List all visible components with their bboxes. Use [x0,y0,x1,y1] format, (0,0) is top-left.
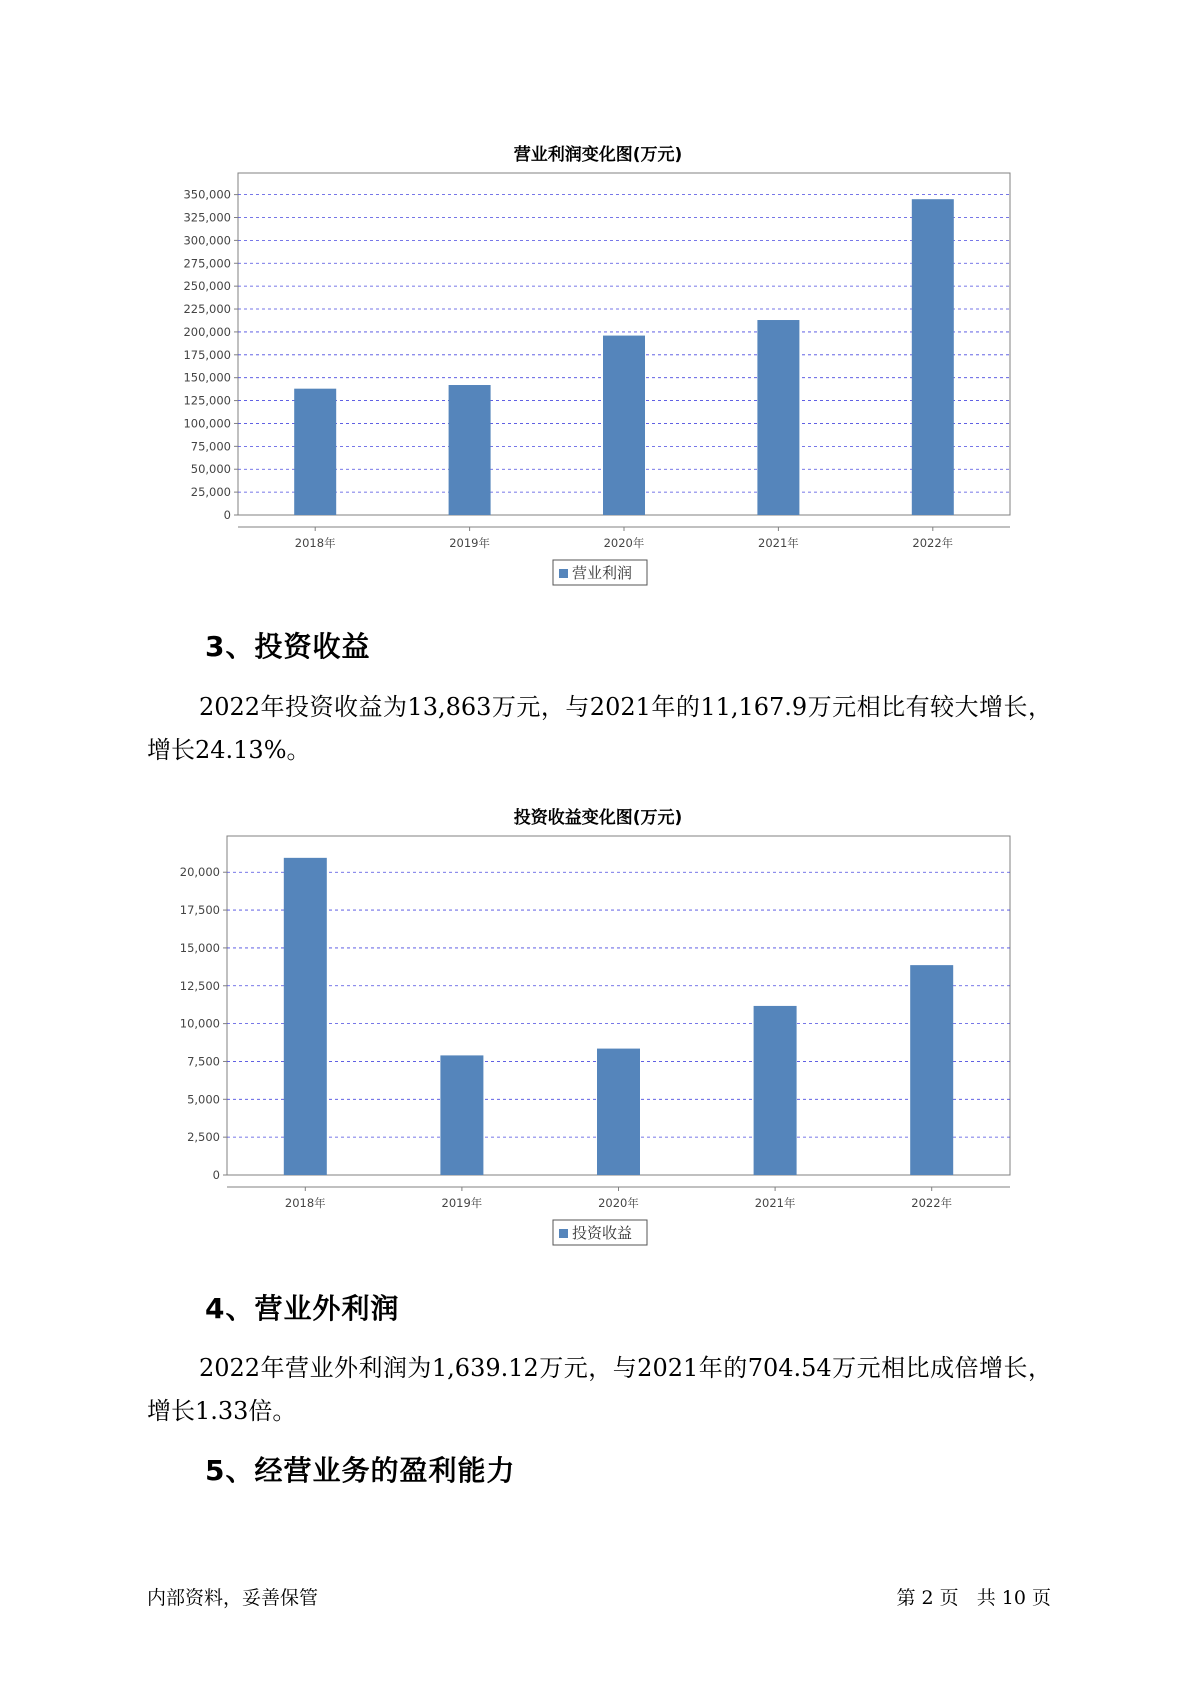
y-tick-label: 50,000 [190,462,231,477]
bar-2020年 [603,336,645,515]
y-tick-label: 20,000 [179,865,220,880]
y-tick-label: 12,500 [179,978,220,993]
legend-label: 投资收益 [572,1224,633,1242]
x-tick-label: 2019年 [441,1196,483,1210]
footer-page-number: 第 2 页 共 10 页 [896,1587,1051,1609]
y-tick-label: 10,000 [179,1016,220,1031]
y-tick-label: 325,000 [183,210,231,225]
bar-2021年 [757,320,799,515]
operating-profit-chart-svg [0,140,1191,595]
y-tick-label: 0 [223,508,231,522]
bar-2018年 [284,858,327,1175]
bar-2018年 [294,389,336,515]
y-tick-label: 2,500 [187,1130,220,1145]
chart-legend [553,1220,647,1245]
y-tick-label: 5,000 [187,1092,220,1107]
bar-2019年 [440,1055,483,1175]
y-tick-label: 100,000 [183,416,231,431]
operating-profit-chart [0,140,1191,595]
x-tick-label: 2022年 [911,1196,953,1210]
x-tick-label: 2019年 [449,536,490,550]
section-5-heading: 5、经营业务的盈利能力 [205,1454,516,1487]
y-tick-label: 150,000 [183,370,231,385]
y-tick-label: 0 [212,1168,220,1182]
bar-2021年 [754,1006,797,1175]
legend-label: 营业利润 [572,564,633,582]
y-tick-label: 250,000 [183,279,231,294]
section-3-heading: 3、投资收益 [205,630,371,663]
x-tick-label: 2021年 [754,1196,796,1210]
bar-2019年 [449,385,491,515]
chart-title: 投资收益变化图(万元) [513,808,683,828]
x-tick-label: 2020年 [598,1196,639,1210]
section-4-paragraph: 2022年营业外利润为1,639.12万元，与2021年的704.54万元相比成倍增长，增长1.33倍。 [147,1354,1052,1425]
x-tick-label: 2022年 [912,536,954,550]
y-tick-label: 275,000 [183,256,231,271]
legend-swatch [559,569,568,578]
legend-swatch [559,1229,568,1238]
chart-legend [553,560,647,585]
footer-confidential-note: 内部资料，妥善保管 [147,1587,319,1609]
y-tick-label: 200,000 [183,324,231,339]
y-tick-label: 175,000 [183,347,231,362]
bar-2022年 [912,199,954,515]
section-3-paragraph: 2022年投资收益为13,863万元，与2021年的11,167.9万元相比有较大增长，增长24.13%。 [147,693,1052,764]
x-tick-label: 2018年 [294,536,336,550]
y-tick-label: 350,000 [183,187,231,202]
y-tick-label: 17,500 [179,903,220,918]
y-tick-label: 75,000 [190,439,231,454]
y-tick-label: 125,000 [183,393,231,408]
bar-2020年 [597,1049,640,1175]
x-tick-label: 2020年 [603,536,645,550]
y-tick-label: 300,000 [183,233,231,248]
x-tick-label: 2018年 [284,1196,326,1210]
bar-2022年 [910,965,953,1175]
section-4-heading: 4、营业外利润 [205,1292,400,1325]
y-tick-label: 225,000 [183,302,231,317]
y-tick-label: 7,500 [187,1054,220,1069]
y-tick-label: 15,000 [179,940,220,955]
chart-title: 营业利润变化图(万元) [513,145,683,165]
x-tick-label: 2021年 [758,536,799,550]
investment-income-chart-svg [0,803,1191,1258]
y-tick-label: 25,000 [190,485,231,500]
investment-income-chart [0,803,1191,1258]
